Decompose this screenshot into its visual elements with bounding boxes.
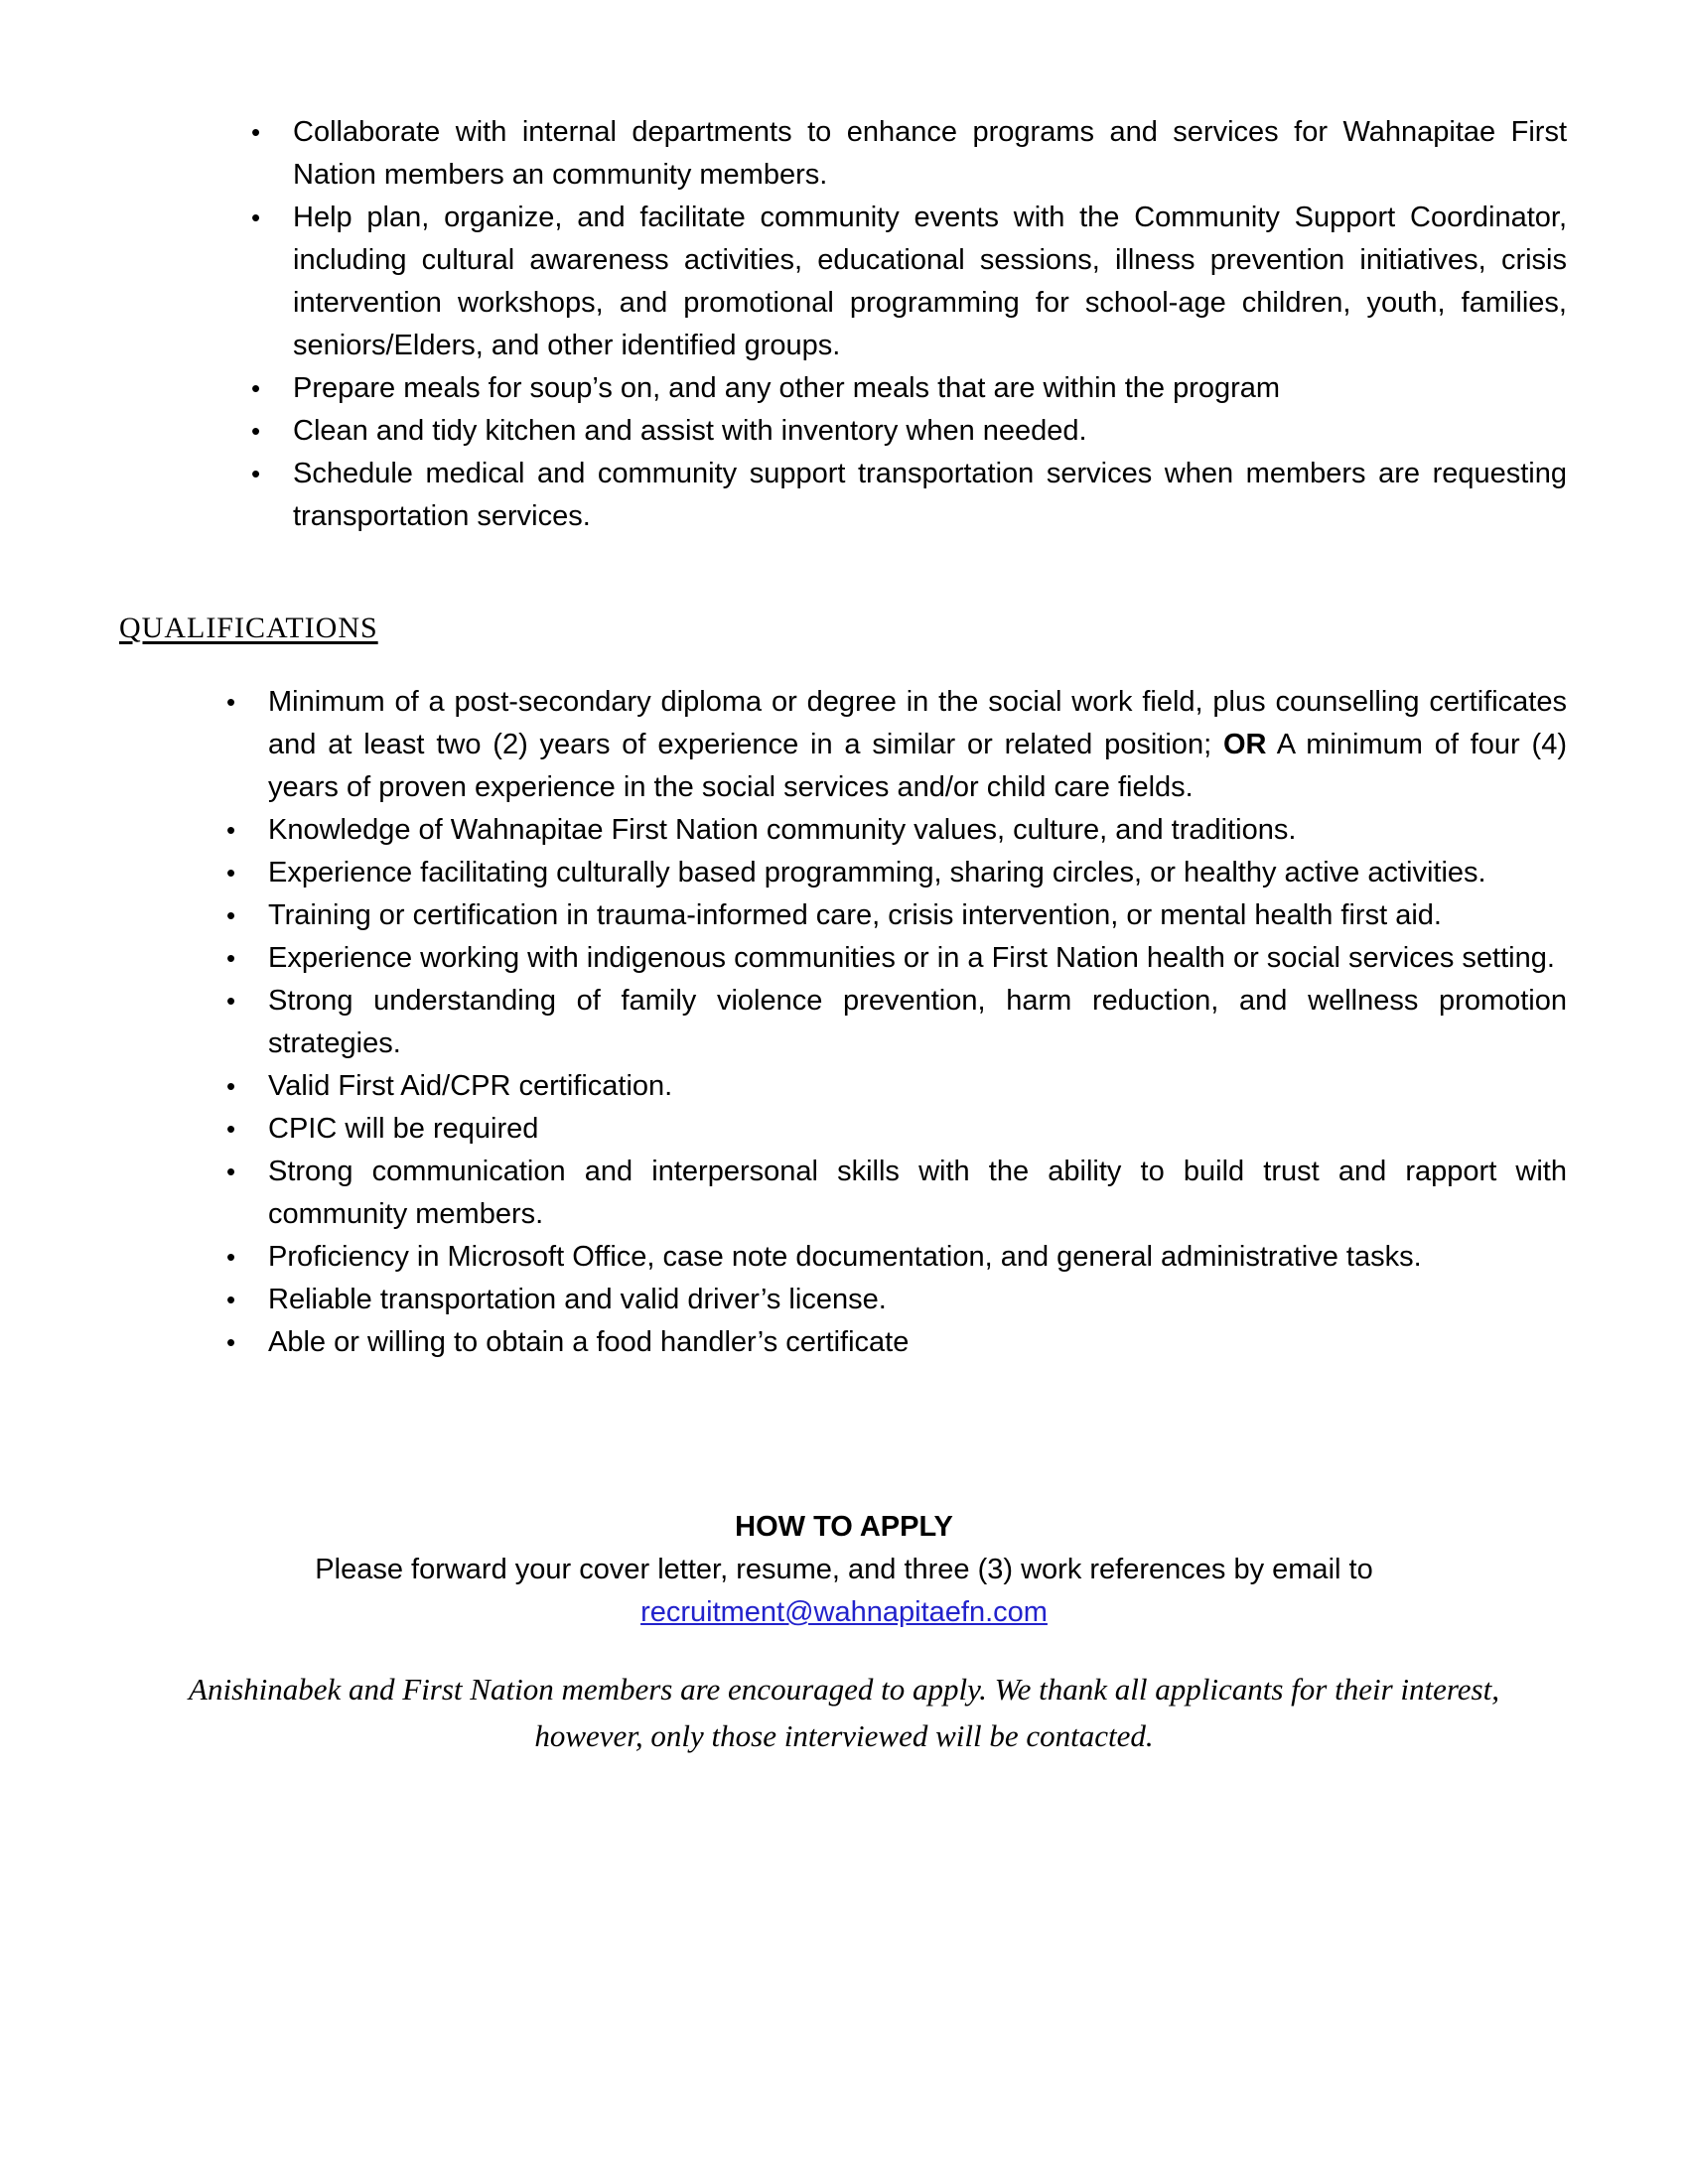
list-item (251, 111, 1567, 197)
bullet-icon: • (251, 416, 261, 446)
list-item-text: Knowledge of Wahnapitae First Nation community values, culture, and traditions. (268, 814, 1297, 846)
how-to-apply-heading: HOW TO APPLY (735, 1511, 953, 1543)
list-item-text: Help plan, organize, and facilitate community events with the Community Support Coordinator, including cultural awareness activities, educational sessions, illness prevention initiatives, crisis intervention workshops, and promotional programming for school-age children, youth, families, seniors/Elders, and other identified groups. (293, 202, 1567, 361)
list-item-text: Experience working with indigenous communities or in a First Nation health or social services setting. (268, 942, 1555, 974)
bullet-icon: • (226, 943, 236, 973)
list-item (226, 809, 1567, 852)
bullet-icon: • (226, 1242, 236, 1272)
list-item (226, 894, 1567, 937)
list-item (226, 681, 1567, 809)
list-item (226, 1151, 1567, 1236)
bullet-icon: • (226, 1327, 236, 1357)
list-item-text (268, 681, 1567, 809)
how-to-apply-instruction: Please forward your cover letter, resume, and three (3) work references by email to (315, 1554, 1373, 1585)
qual-text-pre: Minimum of a post-secondary diploma or degree in the social work field, plus counselling certificates and at least two (2) years of experience in a similar or related position; (268, 686, 1567, 760)
bullet-icon: • (226, 815, 236, 845)
list-item (251, 453, 1567, 538)
qual-text-bold: OR (1222, 729, 1267, 760)
list-item-text: Prepare meals for soup’s on, and any other meals that are within the program (293, 372, 1281, 404)
bullet-icon: • (226, 1285, 236, 1314)
list-item-text: Able or willing to obtain a food handler’s certificate (268, 1326, 910, 1358)
bullet-icon: • (226, 900, 236, 930)
list-item-text: Valid First Aid/CPR certification. (268, 1070, 673, 1102)
list-item-text: Clean and tidy kitchen and assist with inventory when needed. (293, 415, 1087, 447)
bullet-icon: • (251, 373, 261, 403)
list-item-text: Reliable transportation and valid driver’s license. (268, 1284, 887, 1315)
recruitment-email-link[interactable]: recruitment@wahnapitaefn.com (640, 1596, 1048, 1628)
bullet-icon: • (251, 203, 261, 232)
list-item-text: Training or certification in trauma-informed care, crisis intervention, or mental health first aid. (268, 899, 1442, 931)
list-item-text: CPIC will be required (268, 1113, 539, 1145)
list-item (251, 197, 1567, 367)
duties-list (251, 111, 1567, 538)
list-item (226, 937, 1567, 980)
list-item (251, 410, 1567, 453)
footer-note-line1: Anishinabek and First Nation members are encouraged to apply. We thank all applicants for their interest, (189, 1672, 1499, 1706)
footer-note (109, 1666, 1579, 1759)
list-item (226, 1279, 1567, 1321)
bullet-icon: • (251, 459, 261, 488)
bullet-icon: • (226, 1157, 236, 1186)
list-item (226, 1108, 1567, 1151)
list-item (226, 980, 1567, 1065)
footer-note-line2: however, only those interviewed will be contacted. (534, 1718, 1154, 1753)
bullet-icon: • (251, 117, 261, 147)
list-item (226, 1065, 1567, 1108)
bullet-icon: • (226, 1114, 236, 1144)
list-item (226, 1321, 1567, 1364)
qual-text-post: A minimum of four (4) years of proven experience in the social services and/or child care fields. (268, 729, 1567, 803)
list-item-text: Proficiency in Microsoft Office, case note documentation, and general administrative tasks. (268, 1241, 1422, 1273)
list-item (226, 852, 1567, 894)
bullet-icon: • (226, 1071, 236, 1101)
list-item (251, 367, 1567, 410)
list-item (226, 1236, 1567, 1279)
list-item-text: Experience facilitating culturally based programming, sharing circles, or healthy active activities. (268, 857, 1486, 888)
list-item-text: Collaborate with internal departments to enhance programs and services for Wahnapitae First Nation members an community members. (293, 116, 1567, 191)
list-item-text: Strong understanding of family violence prevention, harm reduction, and wellness promotion strategies. (268, 985, 1567, 1059)
bullet-icon: • (226, 687, 236, 717)
bullet-icon: • (226, 858, 236, 887)
list-item-text: Schedule medical and community support transportation services when members are requesting transportation services. (293, 458, 1567, 532)
bullet-icon: • (226, 986, 236, 1016)
list-item-text: Strong communication and interpersonal skills with the ability to build trust and rapport with community members. (268, 1156, 1567, 1230)
qualifications-list (226, 681, 1567, 1364)
how-to-apply-section (119, 1506, 1569, 1634)
qualifications-heading: QUALIFICATIONS (119, 612, 378, 644)
